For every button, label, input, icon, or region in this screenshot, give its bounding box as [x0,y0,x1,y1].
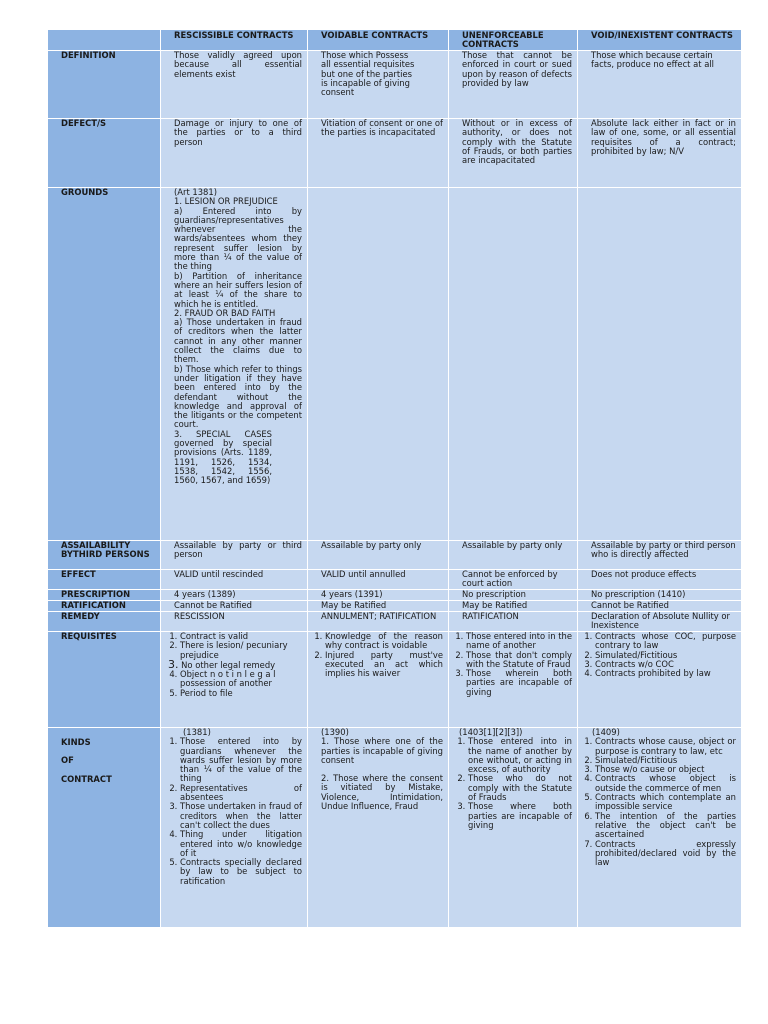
label-prescription: PRESCRIPTION [48,590,161,601]
kinds-void [578,728,742,928]
defects-voidable: Vitiation of consent or one of the parties is incapacitated [308,119,449,188]
list-item: 7. Contracts expressly prohibited/declared void by the law [595,840,736,868]
requisites-rescissible [161,632,308,728]
list-item: 3. Those w/o cause or object [595,765,736,774]
row-remedy [48,612,742,632]
list-item: 2. Injured party must've executed an act which implies his waiver [325,651,443,679]
definition-voidable: Those which Possess all essential requisites but one of the parties is incapable of giving consent [308,51,449,119]
row-prescription [48,590,742,601]
list-item-text: No other legal remedy [181,659,276,670]
grounds-rescissible [161,188,308,541]
label-effect: EFFECT [48,570,161,590]
grounds-voidable [308,188,449,541]
label-kinds [48,728,161,928]
kinds-label-line: OF [61,755,74,766]
grounds-line: a) Entered into by guardians/representatives whenever the wards/absentees whom they represent suffer lesion by more than ¼ of the value of the thing [174,205,302,272]
requisites-void [578,632,742,728]
prescription-unenforceable: No prescription [449,590,578,601]
label-remedy: REMEDY [48,612,161,632]
header-void: VOID/INEXISTENT CONTRACTS [578,30,742,51]
kinds-voidable-title: (1390) [321,727,349,737]
kinds-unenforceable [449,728,578,928]
list-item: 6. The intention of the parties relative the object can't be ascertained [595,812,736,840]
remedy-unenforceable: RATIFICATION [449,612,578,632]
contracts-comparison-table [47,29,742,928]
label-definition: DEFINITION [48,51,161,119]
kinds-voidable [308,728,449,928]
header-rescissible: RESCISSIBLE CONTRACTS [161,30,308,51]
label-grounds: GROUNDS [48,188,161,541]
grounds-line: (Art 1381) [174,187,217,197]
list-item: 2. There is lesion/ pecuniary prejudice [180,641,302,660]
list-item: 1. Those where one of the parties is incapable of giving consent [321,736,443,765]
grounds-line: 2. FRAUD OR BAD FAITH [174,307,276,318]
list-item: 2. Representatives of absentees [180,784,302,803]
row-definition [48,51,742,119]
header-voidable: VOIDABLE CONTRACTS [308,30,449,51]
kinds-rescissible [161,728,308,928]
list-item: 3. Those where both parties are incapable of giving [468,802,572,830]
kinds-unenforceable-list [453,737,572,830]
kinds-label-line: CONTRACT [61,773,112,784]
remedy-rescissible: RESCISSION [161,612,308,632]
assailability-rescissible: Assailable by party or third person [161,541,308,570]
definition-unenforceable: Those that cannot be enforced in court or sued upon by reason of defects provided by law [449,51,578,119]
row-requisites [48,632,742,728]
list-item: 2. Simulated/Fictitious [595,756,736,765]
header-unenforceable: UNENFORCEABLE CONTRACTS [449,30,578,51]
list-item: 1. Those entered into in the name of another [466,632,572,651]
list-item: 1. Contracts whose COC, purpose contrary to law [595,632,736,651]
list-item: 1. Those entered into by guardians whenever the wards suffer lesion by more than ¼ of the value of the thing [180,737,302,783]
effect-voidable: VALID until annulled [308,570,449,590]
effect-unenforceable: Cannot be enforced by court action [449,570,578,590]
grounds-line: b) Partition of inheritance where an heir suffers lesion of at least ¼ of the share to which he is entitled. [174,270,302,309]
list-item: 2. Those who do not comply with the Statute of Frauds [468,774,572,802]
row-effect [48,570,742,590]
kinds-void-list [580,737,736,867]
kinds-rescissible-list [165,737,302,886]
prescription-voidable: 4 years (1391) [308,590,449,601]
grounds-line: a) Those undertaken in fraud of creditors when the latter cannot in any other manner collect the claims due to them. [174,317,302,365]
list-item: 3. Those undertaken in fraud of creditors when the latter can't collect the dues [180,802,302,830]
list-item: 2. Those that don't comply with the Statute of Fraud [466,651,572,670]
requisites-voidable-list [310,632,443,678]
remedy-void: Declaration of Absolute Nullity or Inexistence [578,612,742,632]
assailability-void: Assailable by party or third person who is directly affected [578,541,742,570]
requisites-void-list [580,632,736,678]
row-grounds [48,188,742,541]
ratification-unenforceable: May be Ratified [449,601,578,612]
definition-void: Those which because certain facts, produce no effect at all [578,51,742,119]
defects-rescissible: Damage or injury to one of the parties or to a third person [161,119,308,188]
effect-void: Does not produce effects [578,570,742,590]
list-number: 3. [168,657,179,671]
ratification-voidable: May be Ratified [308,601,449,612]
prescription-void: No prescription (1410) [578,590,742,601]
row-assailability [48,541,742,570]
list-item: 1. Knowledge of the reason why contract is voidable [325,632,443,651]
grounds-line: 1. LESION OR PREJUDICE [174,196,278,207]
label-defects: DEFECT/S [48,119,161,188]
effect-rescissible: VALID until rescinded [161,570,308,590]
ratification-rescissible: Cannot be Ratified [161,601,308,612]
header-row [48,30,742,51]
kinds-label-line: KINDS [61,737,91,747]
row-defects [48,119,742,188]
label-ratification: RATIFICATION [48,601,161,612]
label-requisites: REQUISITES [48,632,161,728]
list-item: 2. Simulated/Fictitious [595,651,736,660]
kinds-rescissible-title: (1381) [183,727,211,737]
list-item: 4. Thing under litigation entered into w/o knowledge of it [180,830,302,858]
header-corner [48,30,161,51]
ratification-void: Cannot be Ratified [578,601,742,612]
remedy-voidable: ANNULMENT; RATIFICATION [308,612,449,632]
assailability-voidable: Assailable by party only [308,541,449,570]
list-item: 4. Object n o t i n l e g a l possession of another [180,670,302,689]
kinds-unenforceable-title: (1403[1][2][3]) [459,727,523,737]
list-item: 1. Those entered into in the name of another by one without, or acting in excess, of authority [468,737,572,774]
list-item: 3. Contracts w/o COC [595,660,736,669]
defects-void: Absolute lack either in fact or in law of one, some, or all essential requisites of a contract; prohibited by law; N/V [578,119,742,188]
list-item: 5. Period to file [180,689,302,698]
definition-rescissible: Those validly agreed upon because all essential elements exist [161,51,308,119]
requisites-rescissible-list-cont [165,670,302,698]
list-item: 1. Contracts whose cause, object or purpose is contrary to law, etc [595,737,736,756]
requisites-unenforceable-list [451,632,572,697]
list-item: 5. Contracts which contemplate an impossible service [595,793,736,812]
list-item: 2. Those where the consent is vitiated by Mistake, Violence, Intimidation, Undue Influence, Fraud [321,773,443,812]
row-ratification [48,601,742,612]
prescription-rescissible: 4 years (1389) [161,590,308,601]
list-item: 3. Those wherein both parties are incapable of giving [466,669,572,697]
kinds-void-title: (1409) [592,727,620,737]
assailability-unenforceable: Assailable by party only [449,541,578,570]
label-assailability: ASSAILABILITY BYTHIRD PERSONS [48,541,161,570]
row-kinds [48,728,742,928]
requisites-unenforceable [449,632,578,728]
requisites-rescissible-list [165,632,302,660]
grounds-unenforceable [449,188,578,541]
defects-unenforceable: Without or in excess of authority, or does not comply with the Statute of Frauds, or both parties are incapacitated [449,119,578,188]
grounds-line: 3. SPECIAL CASES governed by special provisions (Arts. 1189, 1191, 1526, 1534, 1538, 1542, 1556, 1560, 1567, and 1659) [174,428,272,486]
requisites-voidable [308,632,449,728]
list-item: 4. Contracts whose object is outside the commerce of men [595,774,736,793]
list-item: 4. Contracts prohibited by law [595,669,736,678]
list-item: 5. Contracts specially declared by law to be subject to ratification [180,858,302,886]
grounds-line: b) Those which refer to things under litigation if they have been entered into by the defendant without the knowledge and approval of the litigants or the competent court. [174,363,302,430]
list-item: 1. Contract is valid [180,632,302,641]
grounds-void [578,188,742,541]
